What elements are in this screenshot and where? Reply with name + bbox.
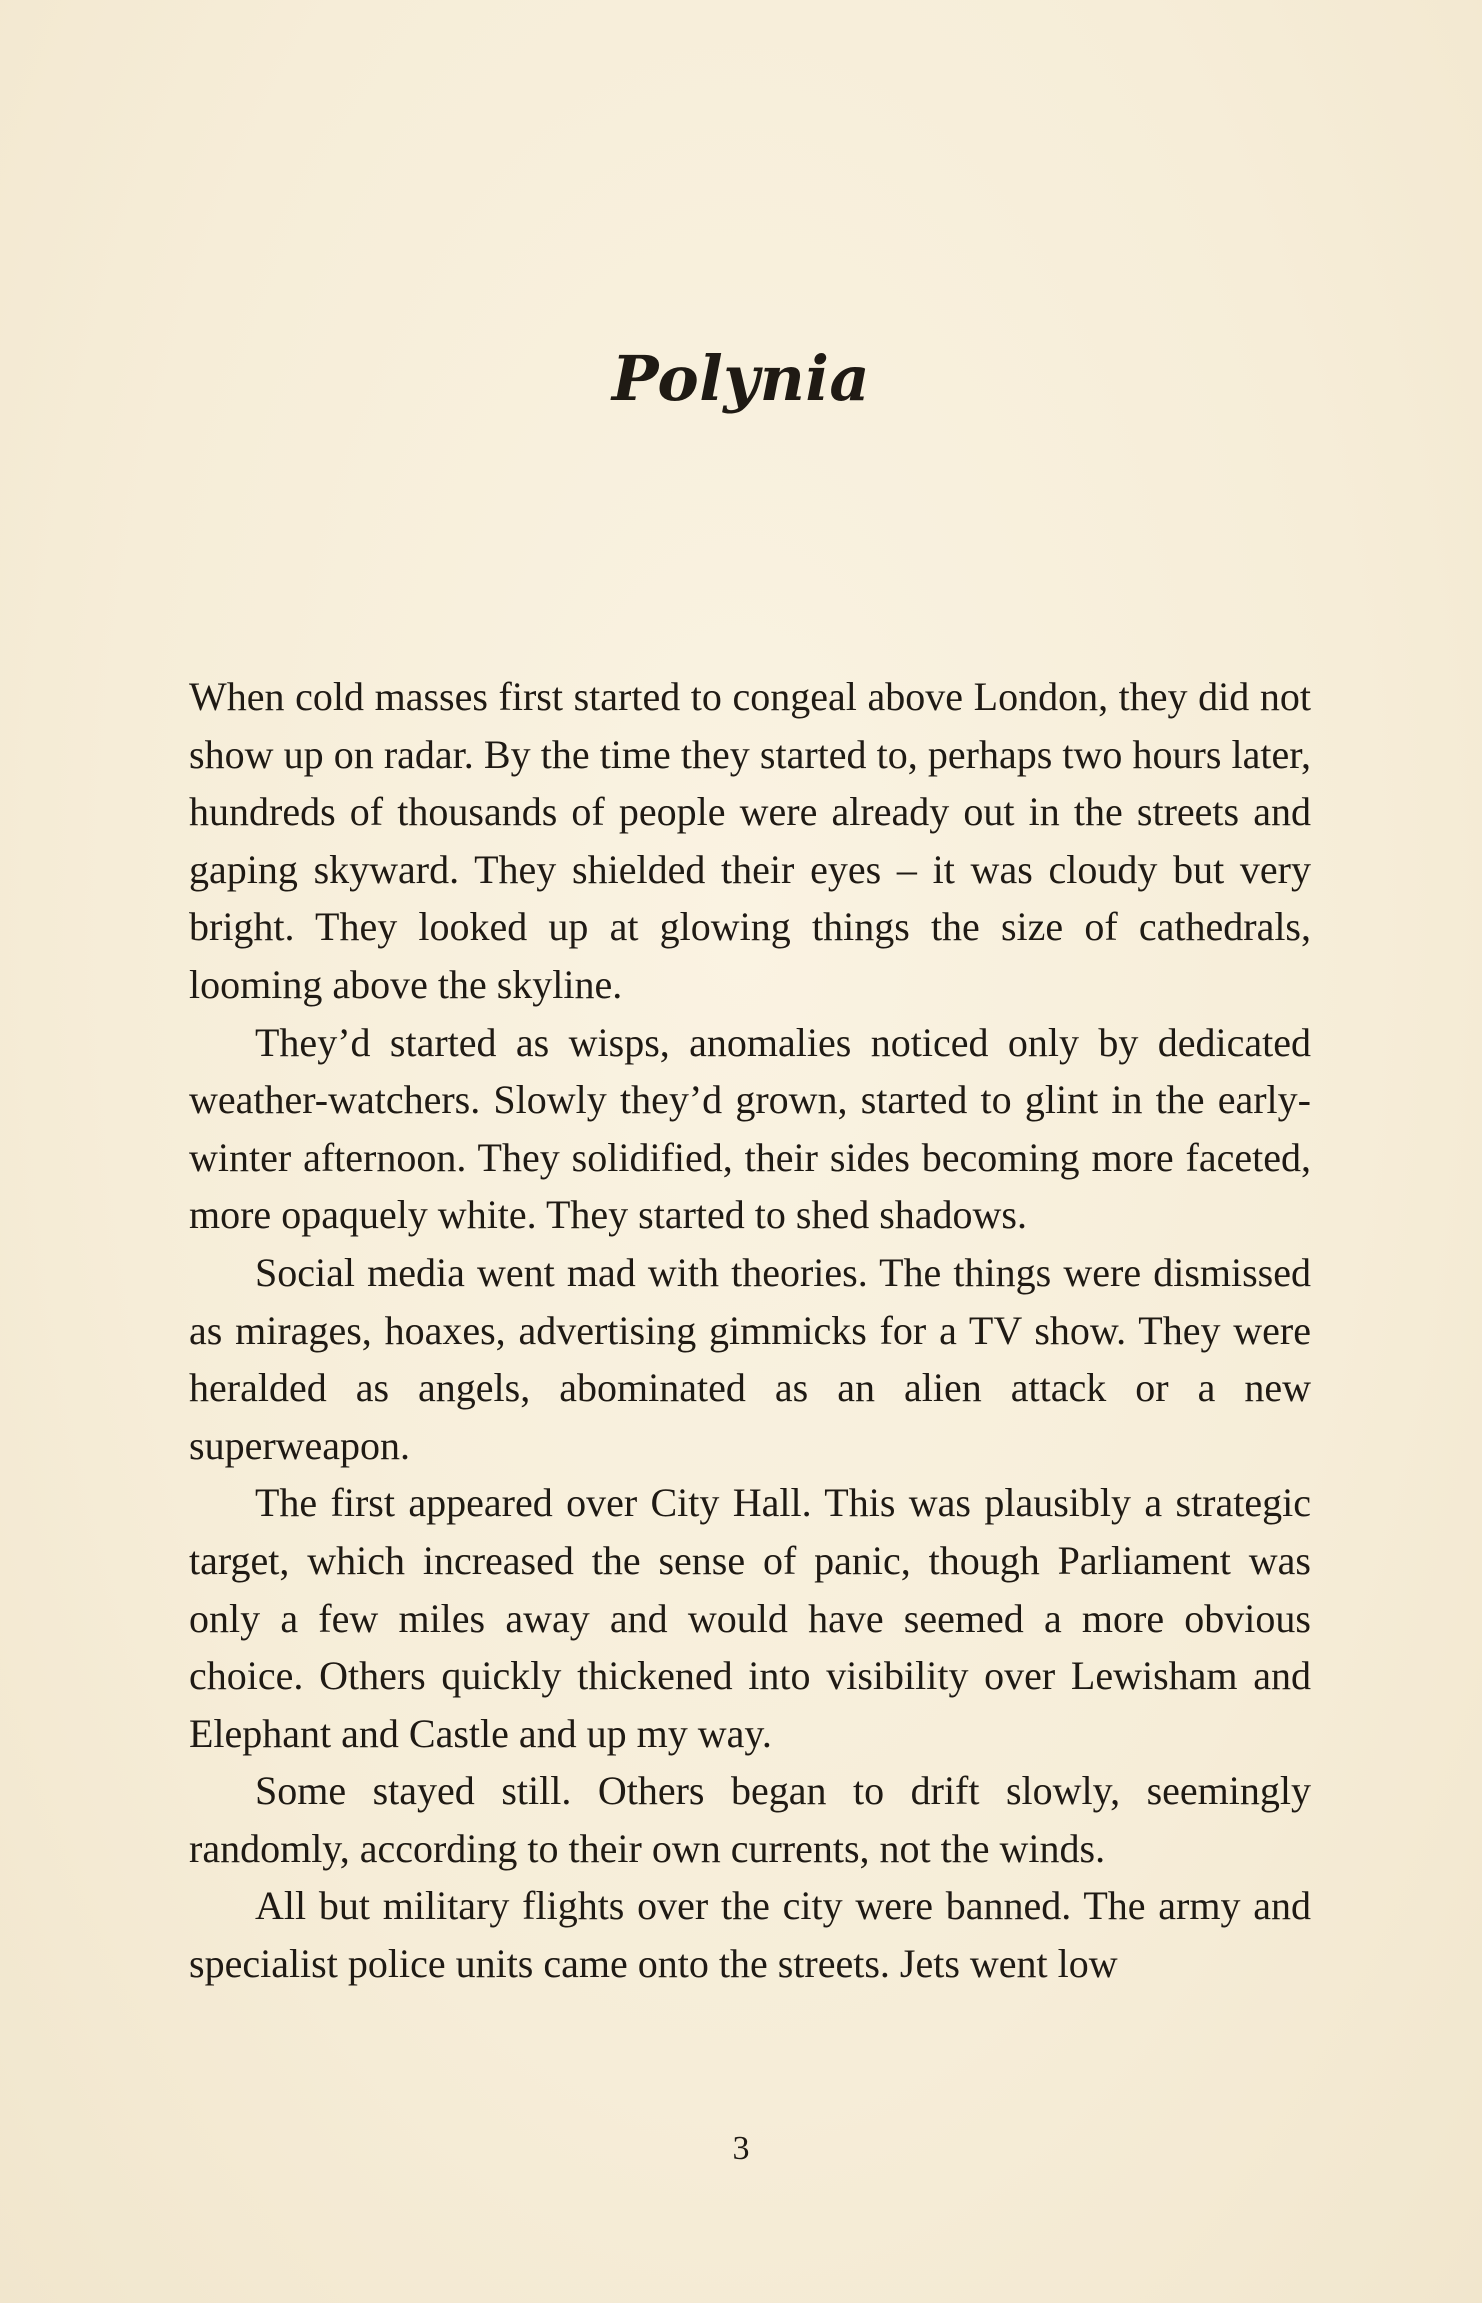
paragraph: The first appeared over City Hall. This was plausibly a strategic target, which increased the sense of panic, though Parliament was only a few miles away and would have seemed a more obvious choice. Others quickly thickened into visibility over Lewisham and Elephant and Castle and up my way.	[189, 1480, 1311, 1756]
paragraph: Social media went mad with theories. The things were dismissed as mirages, hoaxes, advertising gimmicks for a TV show. They were heralded as angels, abominated as an alien attack or a new superweapon.	[189, 1249, 1311, 1468]
paragraph: Some stayed still. Others began to drift slowly, seemingly randomly, according to their own currents, not the winds.	[189, 1768, 1311, 1871]
chapter-title: Polynia	[611, 341, 871, 415]
body-text	[189, 668, 1311, 1993]
page-number: 3	[732, 2130, 750, 2167]
paragraph: All but military flights over the city were banned. The army and specialist police units came onto the streets. Jets went low	[189, 1883, 1311, 1987]
paragraph: They’d started as wisps, anomalies noticed only by dedicated weather-watchers. Slowly they’d grown, started to glint in the early-winter afternoon. They solidified, their sides becoming more faceted, more opaquely white. They started to shed shadows.	[189, 1019, 1311, 1238]
paragraph: When cold masses first started to congeal above London, they did not show up on radar. By the time they started to, perhaps two hours later, hundreds of thousands of people were already out in the streets and gaping skyward. They shielded their eyes – it was cloudy but very bright. They looked up at glowing things the size of cathedrals, looming above the skyline.	[189, 674, 1311, 1007]
